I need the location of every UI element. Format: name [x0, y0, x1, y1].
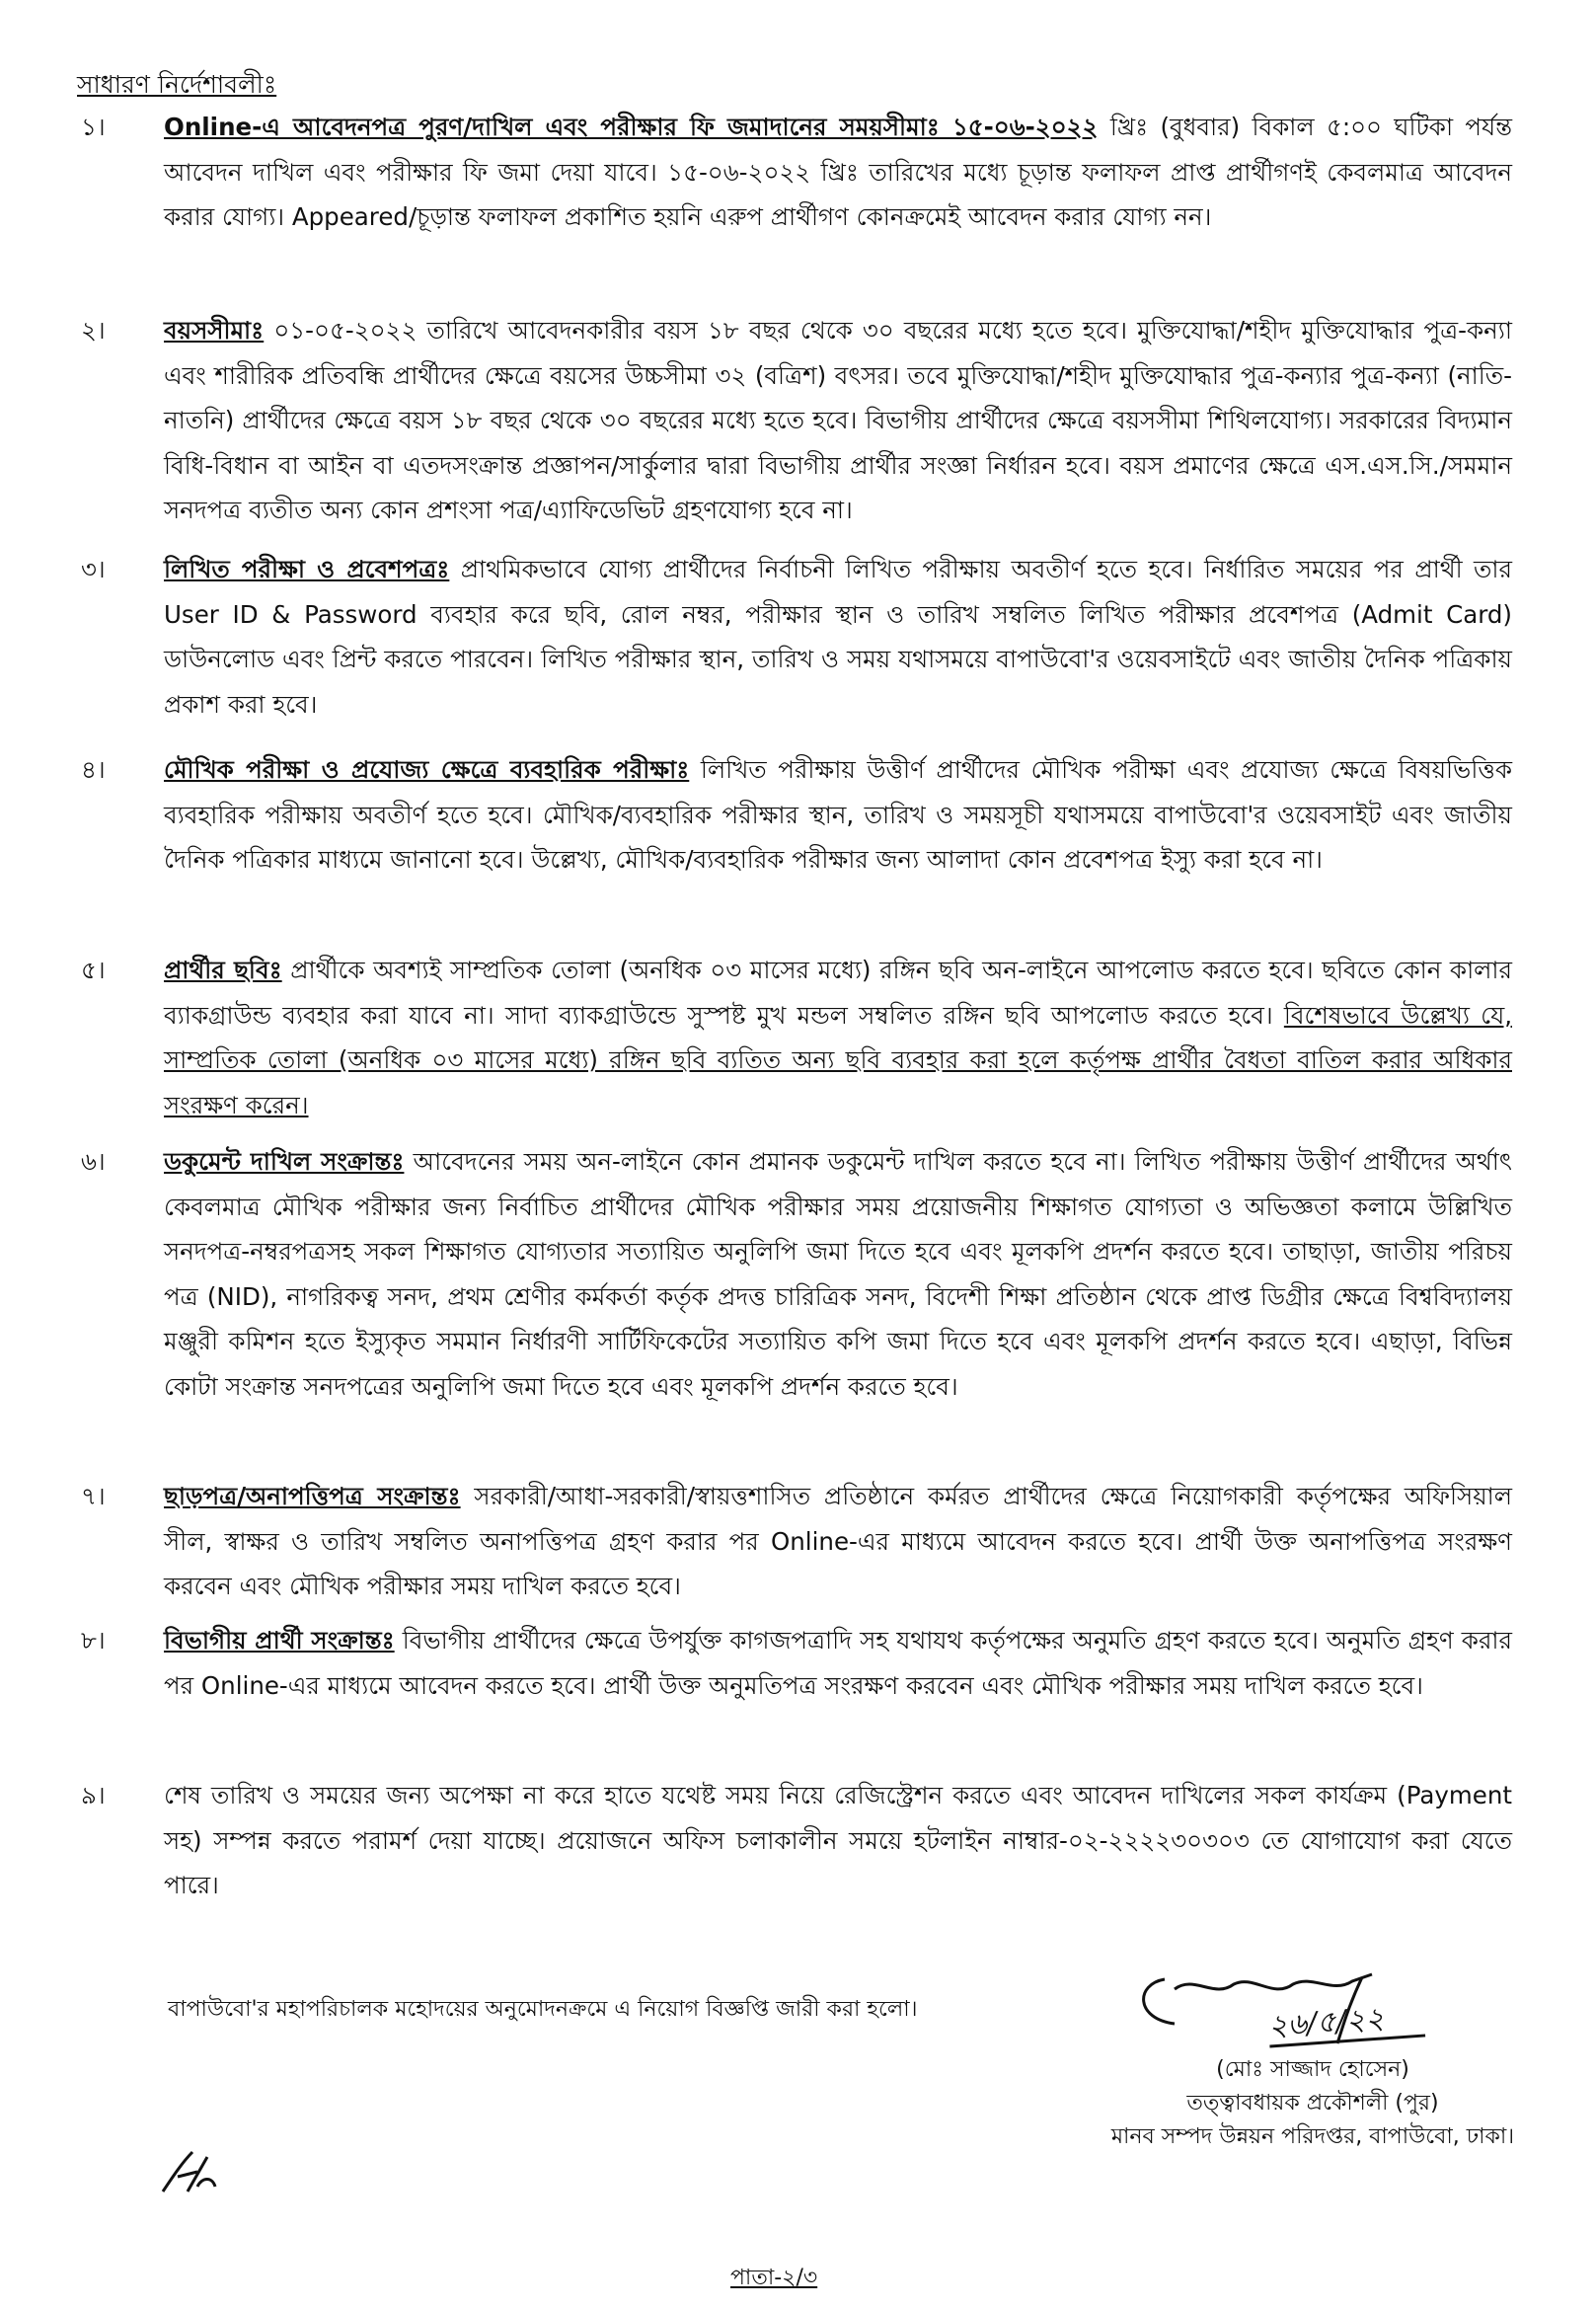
approval-statement: বাপাউবো'র মহাপরিচালক মহোদয়ের অনুমোদনক্রমে এ নিয়োগ বিজ্ঞপ্তি জারী করা হলো।	[168, 1997, 918, 2022]
page-number: পাতা-২/৩	[730, 2266, 818, 2290]
item-heading: প্রার্থীর ছবিঃ	[164, 956, 282, 984]
section-header: সাধারণ নির্দেশাবলীঃ	[77, 70, 277, 99]
signatory-name: (মোঃ সাজ্জাদ হোসেন)	[1216, 2057, 1409, 2082]
item-body: শেষ তারিখ ও সময়ের জন্য অপেক্ষা না করে হাতে যথেষ্ট সময় নিয়ে রেজিস্ট্রেশন করতে এবং আবেদন দাখিলের সকল কার্যক্রম (Payment সহ) সম্পন্ন করতে পরামর্শ দেয়া যাচ্ছে। প্রয়োজনে অফিস চলাকালীন সময়ে হটলাইন নাম্বার-০২-২২২২৩০৩০৩ তে যোগাযোগ করা যেতে পারে।	[164, 1781, 1512, 1899]
item-heading: লিখিত পরীক্ষা ও প্রবেশপত্রঃ	[164, 555, 450, 583]
item-emphasis: বিশেষভাবে উল্লেখ্য যে, সাম্প্রতিক তোলা (অনধিক ০৩ মাসের মধ্যে) রঙ্গিন ছবি ব্যতিত অন্য ছবি ব্যবহার করা হলে কর্তৃপক্ষ প্রার্থীর বৈধতা বাতিল করার অধিকার সংরক্ষণ করেন।	[164, 1000, 1512, 1119]
item-number: ২।	[81, 316, 106, 345]
signature-date: ২৬/৫/২২	[1267, 1999, 1425, 2048]
item-body: লিখিত পরীক্ষায় উত্তীর্ণ প্রার্থীদের মৌখিক পরীক্ষা এবং প্রযোজ্য ক্ষেত্রে বিষয়ভিত্তিক ব্যবহারিক পরীক্ষায় অবতীর্ণ হতে হবে। মৌখিক/ব্যবহারিক পরীক্ষার স্থান, তারিখ ও সময়সূচী যথাসময়ে বাপাউবো'র ওয়েবসাইট এবং জাতীয় দৈনিক পত্রিকার মাধ্যমে জানানো হবে। উল্লেখ্য, মৌখিক/ব্যবহারিক পরীক্ষার জন্য আলাদা কোন প্রবেশপত্র ইস্যু করা হবে না।	[164, 755, 1512, 874]
item-heading: মৌখিক পরীক্ষা ও প্রযোজ্য ক্ষেত্রে ব্যবহারিক পরীক্ষাঃ	[164, 755, 690, 784]
item-number: ৪।	[81, 755, 106, 784]
instruction-item	[81, 308, 1512, 533]
item-body: প্রাথমিকভাবে যোগ্য প্রার্থীদের নির্বাচনী লিখিত পরীক্ষায় অবতীর্ণ হতে হবে। নির্ধারিত সময়ের পর প্রার্থী তার User ID & Password ব্যবহার করে ছবি, রোল নম্বর, পরীক্ষার স্থান ও তারিখ সম্বলিত লিখিত পরীক্ষার প্রবেশপত্র (Admit Card) ডাউনলোড এবং প্রিন্ট করতে পারবেন। লিখিত পরীক্ষার স্থান, তারিখ ও সময় যথাসময়ে বাপাউবো'র ওয়েবসাইটে এবং জাতীয় দৈনিক পত্রিকায় প্রকাশ করা হবে।	[164, 555, 1512, 719]
instruction-item	[81, 1773, 1512, 1908]
item-number: ৭।	[81, 1482, 106, 1510]
item-body: বিভাগীয় প্রার্থীদের ক্ষেত্রে উপর্যুক্ত কাগজপত্রাদি সহ যথাযথ কর্তৃপক্ষের অনুমতি গ্রহণ করতে হবে। অনুমতি গ্রহণ করার পর Online-এর মাধ্যমে আবেদন করতে হবে। প্রার্থী উক্ত অনুমতিপত্র সংরক্ষণ করবেন এবং মৌখিক পরীক্ষার সময় দাখিল করতে হবে।	[164, 1626, 1512, 1700]
instruction-item	[81, 1139, 1512, 1409]
instruction-item	[81, 747, 1512, 883]
item-body: আবেদনের সময় অন-লাইনে কোন প্রমানক ডকুমেন্ট দাখিল করতে হবে না। লিখিত পরীক্ষায় উত্তীর্ণ প্রার্থীদের অর্থাৎ কেবলমাত্র মৌখিক পরীক্ষার জন্য নির্বাচিত প্রার্থীদের মৌখিক পরীক্ষার সময় প্রয়োজনীয় শিক্ষাগত যোগ্যতা ও অভিজ্ঞতা কলামে উল্লিখিত সনদপত্র-নম্বরপত্রসহ সকল শিক্ষাগত যোগ্যতার সত্যায়িত অনুলিপি জমা দিতে হবে এবং মূলকপি প্রদর্শন করতে হবে। তাছাড়া, জাতীয় পরিচয় পত্র (NID), নাগরিকত্ব সনদ, প্রথম শ্রেণীর কর্মকর্তা কর্তৃক প্রদত্ত চারিত্রিক সনদ, বিদেশী শিক্ষা প্রতিষ্ঠান থেকে প্রাপ্ত ডিগ্রীর ক্ষেত্রে বিশ্ববিদ্যালয় মঞ্জুরী কমিশন হতে ইস্যুকৃত সমমান নির্ধারণী সার্টিফিকেটের সত্যায়িত কপি জমা দিতে হবে এবং মূলকপি প্রদর্শন করতে হবে। এছাড়া, বিভিন্ন কোটা সংক্রান্ত সনদপত্রের অনুলিপি জমা দিতে হবে এবং মূলকপি প্রদর্শন করতে হবে।	[164, 1147, 1512, 1401]
initial-mark	[158, 2147, 217, 2196]
item-body: খ্রিঃ (বুধবার) বিকাল ৫:০০ ঘটিকা পর্যন্ত আবেদন দাখিল এবং পরীক্ষার ফি জমা দেয়া যাবে। ১৫-০৬-২০২২ খ্রিঃ তারিখের মধ্যে চূড়ান্ত ফলাফল প্রাপ্ত প্রার্থীগণই কেবলমাত্র আবেদন করার যোগ্য। Appeared/চূড়ান্ত ফলাফল প্রকাশিত হয়নি এরুপ প্রার্থীগণ কোনক্রমেই আবেদন করার যোগ্য নন।	[164, 113, 1512, 231]
item-heading: Online-এ আবেদনপত্র পুরণ/দাখিল এবং পরীক্ষার ফি জমাদানের সময়সীমাঃ ১৫-০৬-২০২২	[164, 113, 1099, 141]
item-number: ৫।	[81, 956, 106, 984]
item-body: প্রার্থীকে অবশ্যই সাম্প্রতিক তোলা (অনধিক ০৩ মাসের মধ্যে) রঙ্গিন ছবি অন-লাইনে আপলোড করতে হবে। ছবিতে কোন কালার ব্যাকগ্রাউন্ড ব্যবহার করা যাবে না। সাদা ব্যাকগ্রাউন্ডে সুস্পষ্ট মুখ মন্ডল সম্বলিত রঙ্গিন ছবি আপলোড করতে হবে।	[164, 956, 1513, 1030]
item-number: ৮।	[81, 1626, 106, 1655]
instruction-item	[81, 105, 1512, 240]
item-heading: ডকুমেন্ট দাখিল সংক্রান্তঃ	[164, 1147, 405, 1176]
item-number: ৬।	[81, 1147, 106, 1176]
item-heading: বয়সসীমাঃ	[164, 316, 265, 345]
instruction-item	[81, 1474, 1512, 1609]
item-heading: ছাড়পত্র/অনাপত্তিপত্র সংক্রান্তঃ	[164, 1482, 461, 1510]
signatory-designation: তত্ত্বাবধায়ক প্রকৌশলী (পুর)	[1186, 2091, 1439, 2116]
signature-block	[1105, 2053, 1520, 2154]
instruction-item	[81, 547, 1512, 727]
item-number: ৯।	[81, 1781, 106, 1809]
item-number: ৩।	[81, 555, 106, 583]
item-body: সরকারী/আধা-সরকারী/স্বায়ত্তশাসিত প্রতিষ্ঠানে কর্মরত প্রার্থীদের ক্ষেত্রে নিয়োগকারী কর্তৃপক্ষের অফিসিয়াল সীল, স্বাক্ষর ও তারিখ সম্বলিত অনাপত্তিপত্র গ্রহণ করার পর Online-এর মাধ্যমে আবেদন করতে হবে। প্রার্থী উক্ত অনাপত্তিপত্র সংরক্ষণ করবেন এবং মৌখিক পরীক্ষার সময় দাখিল করতে হবে।	[164, 1482, 1512, 1600]
item-number: ১।	[81, 113, 106, 141]
instruction-item	[81, 948, 1512, 1127]
item-heading: বিভাগীয় প্রার্থী সংক্রান্তঃ	[164, 1626, 395, 1655]
item-body: ০১-০৫-২০২২ তারিখে আবেদনকারীর বয়স ১৮ বছর থেকে ৩০ বছরের মধ্যে হতে হবে। মুক্তিযোদ্ধা/শহীদ মুক্তিযোদ্ধার পুত্র-কন্যা এবং শারীরিক প্রতিবন্ধি প্রার্থীদের ক্ষেত্রে বয়সের উচ্চসীমা ৩২ (বত্রিশ) বৎসর। তবে মুক্তিযোদ্ধা/শহীদ মুক্তিযোদ্ধার পুত্র-কন্যার পুত্র-কন্যা (নাতি-নাতনি) প্রার্থীদের ক্ষেত্রে বয়স ১৮ বছর থেকে ৩০ বছরের মধ্যে হতে হবে। বিভাগীয় প্রার্থীদের ক্ষেত্রে বয়সসীমা শিথিলযোগ্য। সরকারের বিদ্যমান বিধি-বিধান বা আইন বা এতদসংক্রান্ত প্রজ্ঞাপন/সার্কুলার দ্বারা বিভাগীয় প্রার্থীর সংজ্ঞা নির্ধারন হবে। বয়স প্রমাণের ক্ষেত্রে এস.এস.সি./সমমান সনদপত্র ব্যতীত অন্য কোন প্রশংসা পত্র/এ্যাফিডেভিট গ্রহণযোগ্য হবে না।	[164, 316, 1512, 524]
instruction-item	[81, 1618, 1512, 1708]
signatory-office: মানব সম্পদ উন্নয়ন পরিদপ্তর, বাপাউবো, ঢাকা।	[1110, 2124, 1515, 2149]
